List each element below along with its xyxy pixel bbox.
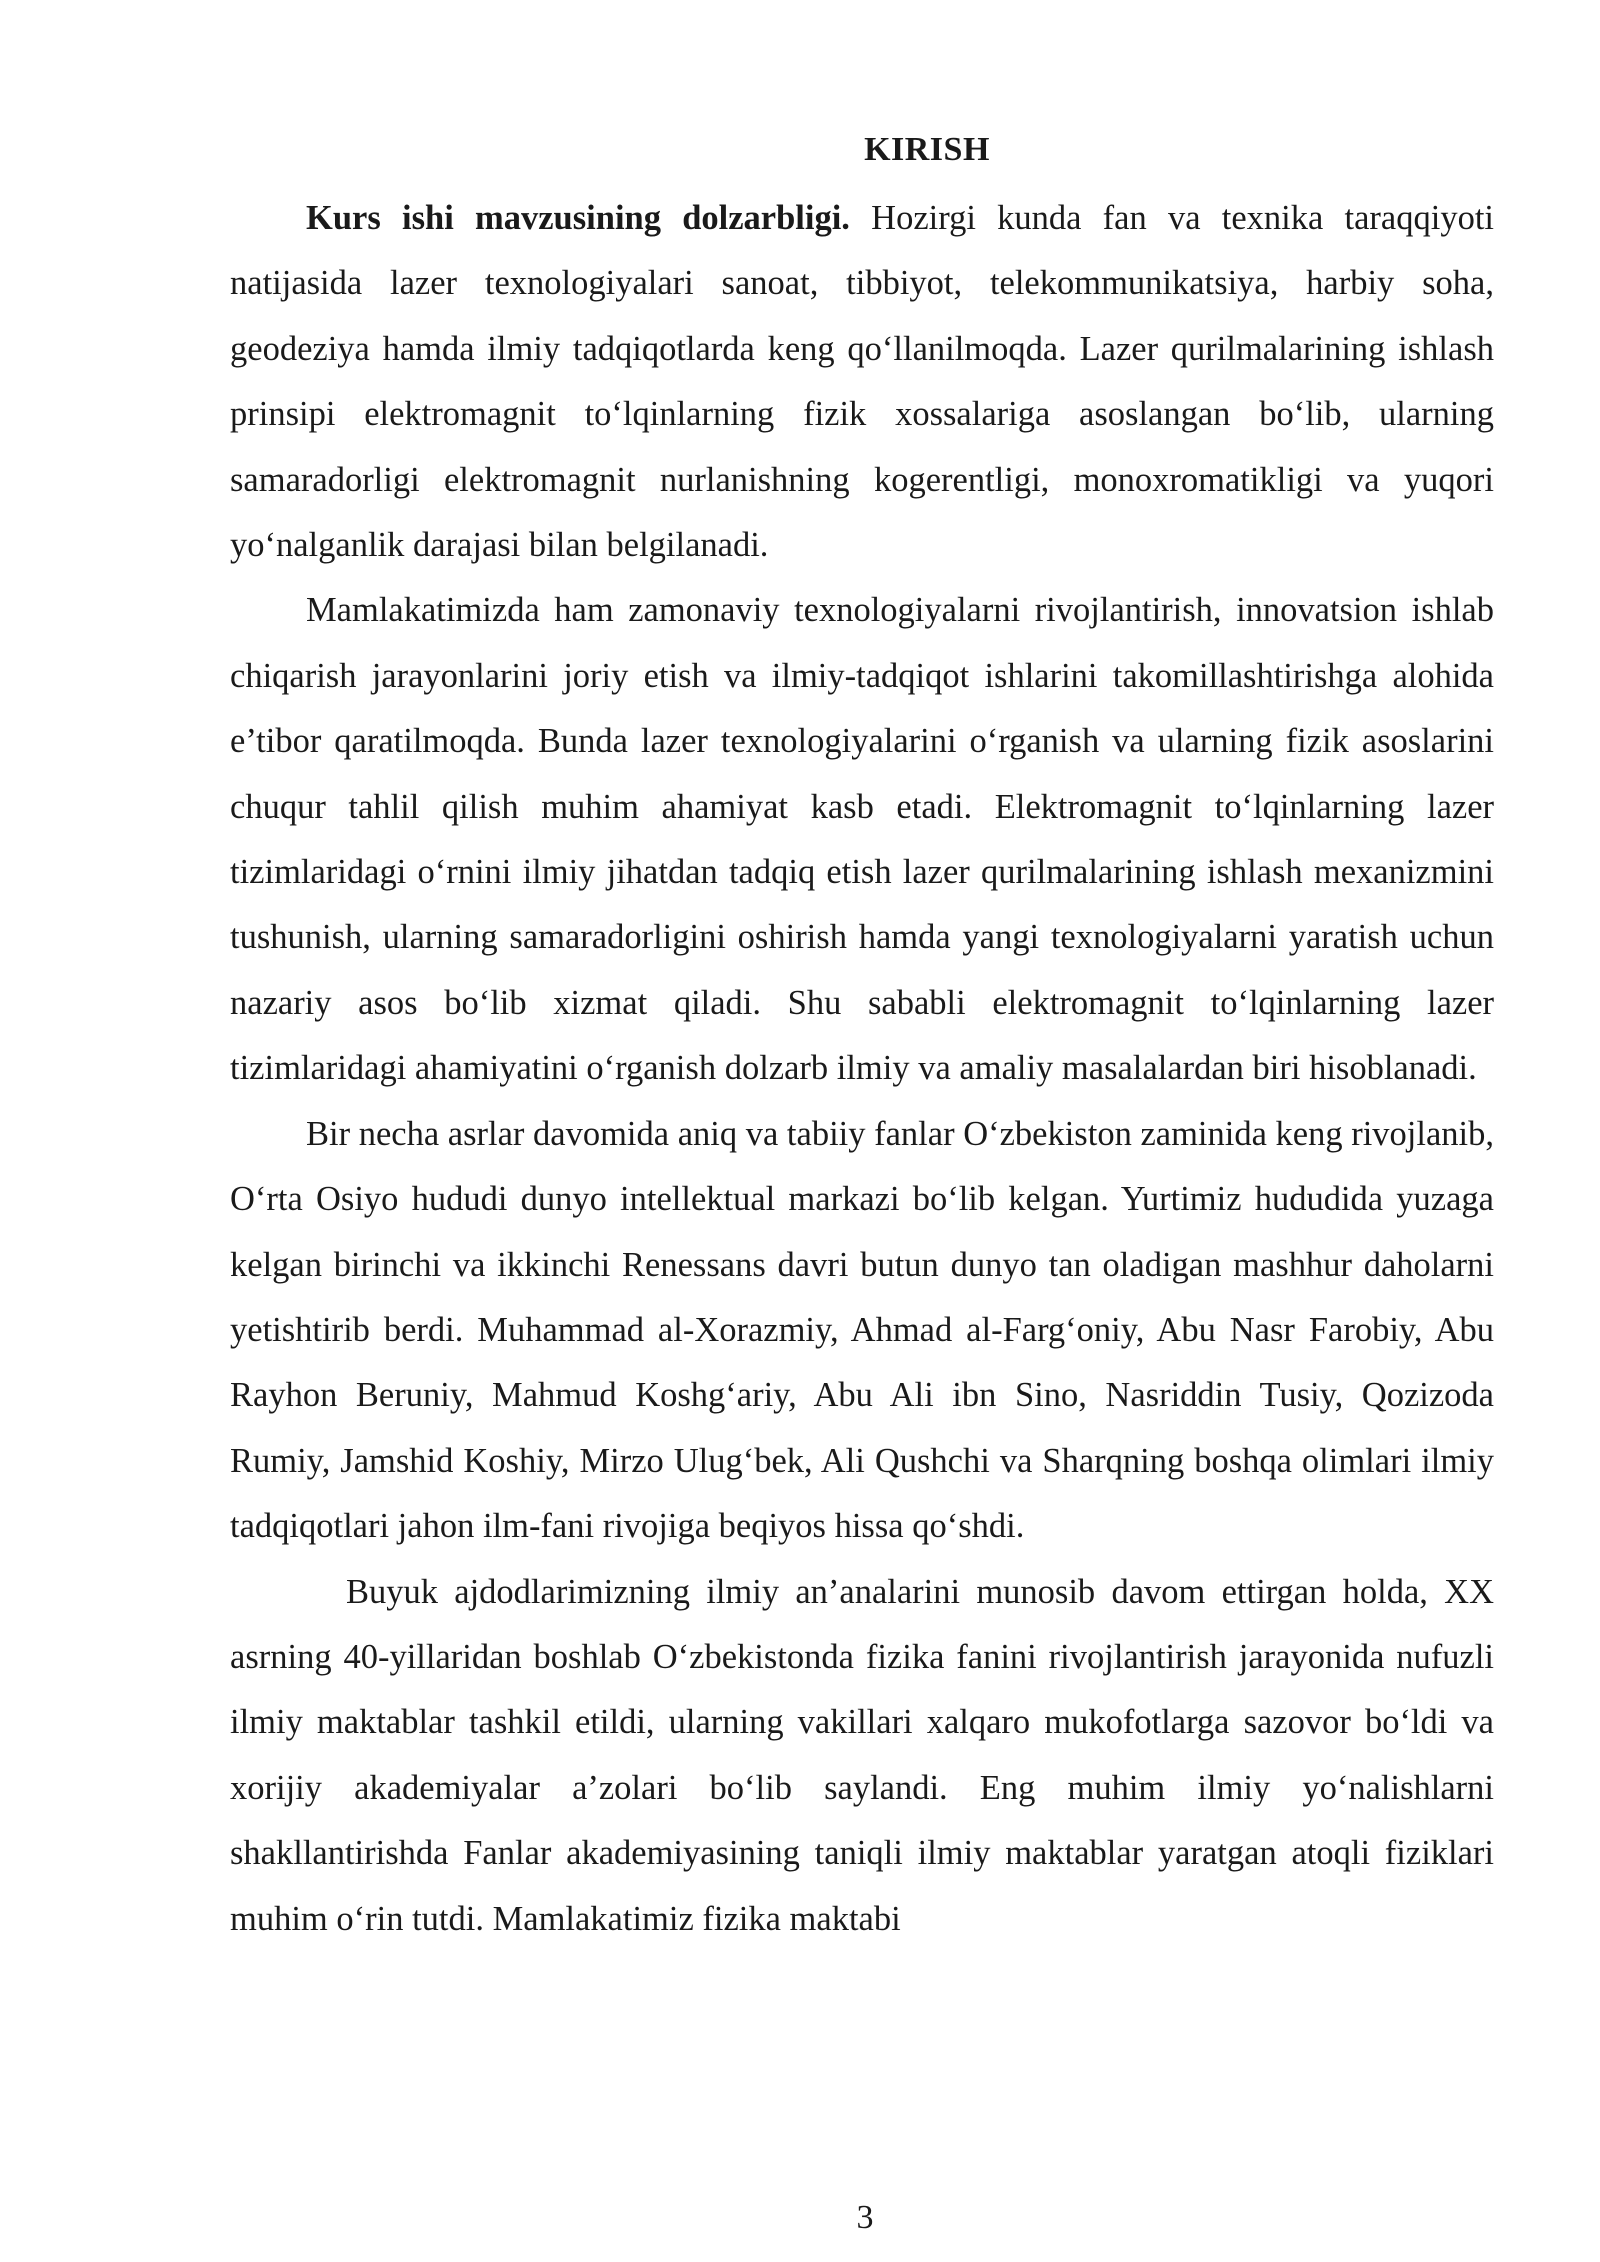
paragraph-modern-technologies: Mamlakatimizda ham zamonaviy texnologiyalarni rivojlantirish, innovatsion ishlab chiqarish jarayonlarini joriy etish va ilmiy-tadqiqot ishlarini takomillashtirishga alohida e’tibor qaratilmoqda. Bunda lazer texnologiyalarini o‘rganish va ularning fizik asoslarini chuqur tahlil qilish muhim ahamiyat kasb etadi. Elektromagnit to‘lqinlarning lazer tizimlaridagi o‘rnini ilmiy jihatdan tadqiq etish lazer qurilmalarining ishlash mexanizmini tushunish, ularning samaradorligini oshirish hamda yangi texnologiyalarni yaratish uchun nazariy asos bo‘lib xizmat qiladi. Shu sababli elektromagnit to‘lqinlarning lazer tizimlaridagi ahamiyatini o‘rganish dolzarb ilmiy va amaliy masalalardan biri hisoblanadi. <box>230 591 1494 1088</box>
page-title: KIRISH <box>864 131 990 168</box>
paragraph-text: Hozirgi kunda fan va texnika taraqqiyoti natijasida lazer texnologiyalari sanoat, tibbiyot, telekommunikatsiya, harbiy soha, geodeziya hamda ilmiy tadqiqotlarda keng qo‘llanilmoqda. Lazer qurilmalarining ishlash prinsipi elektromagnit to‘lqinlarning fizik xossalariga asoslangan bo‘lib, ularning samaradorligi elektromagnit nurlanishning kogerentligi, monoxromatikligi va yuqori yo‘nalganlik darajasi bilan belgilanadi. <box>230 199 1494 565</box>
paragraph-history: Bir necha asrlar davomida aniq va tabiiy fanlar O‘zbekiston zaminida keng rivojlanib, O‘rta Osiyo hududi dunyo intellektual markazi bo‘lib kelgan. Yurtimiz hududida yuzaga kelgan birinchi va ikkinchi Renessans davri butun dunyo tan oladigan mashhur daholarni yetishtirib berdi. Muhammad al-Xorazmiy, Ahmad al-Farg‘oniy, Abu Nasr Farobiy, Abu Rayhon Beruniy, Mahmud Koshg‘ariy, Abu Ali ibn Sino, Nasriddin Tusiy, Qozizoda Rumiy, Jamshid Koshiy, Mirzo Ulug‘bek, Ali Qushchi va Sharqning boshqa olimlari ilmiy tadqiqotlari jahon ilm-fani rivojiga beqiyos hissa qo‘shdi. <box>230 1114 1494 1546</box>
document-body <box>230 122 1494 1952</box>
paragraph-relevance <box>230 186 1494 578</box>
page-number: 3 <box>856 2199 874 2236</box>
paragraph-physics-schools: Buyuk ajdodlarimizning ilmiy an’analarini munosib davom ettirgan holda, XX asrning 40-yillaridan boshlab O‘zbekistonda fizika fanini rivojlantirish jarayonida nufuzli ilmiy maktablar tashkil etildi, ularning vakillari xalqaro mukofotlarga sazovor bo‘ldi va xorijiy akademiyalar a’zolari bo‘lib saylandi. Eng muhim ilmiy yo‘nalishlarni shakllantirishda Fanlar akademiyasining taniqli ilmiy maktablar yaratgan atoqli fiziklari muhim o‘rin tutdi. Mamlakatimiz fizika maktabi <box>230 1572 1494 1938</box>
paragraph-lead: Kurs ishi mavzusining dolzarbligi. <box>306 199 850 237</box>
